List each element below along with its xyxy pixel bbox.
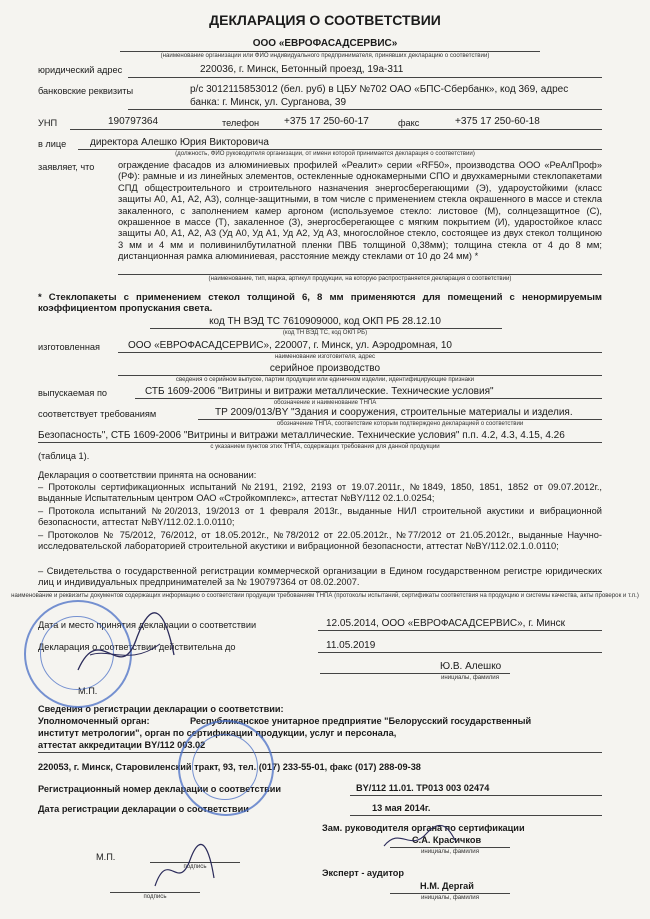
expert-title: Эксперт - аудитор (322, 868, 405, 878)
acceptance-value: 12.05.2014, ООО «ЕВРОФАСАДСЕРВИС», г. Минск (326, 618, 566, 629)
authority-address: 220053, г. Минск, Старовиленский тракт, 93, тел. (017) 233-55-01, факс (017) 288-09-38 (38, 762, 421, 772)
caption: инициалы, фамилия (420, 894, 480, 901)
authority-line2: институт метрологии", орган по сертификации продукции, услуг и персонала, (38, 728, 397, 738)
field-label: соответствует требованиям (38, 409, 157, 419)
stamp-label: М.П. (78, 686, 98, 696)
requirements-line1: ТР 2009/013/BY "Здания и сооружения, строительные материалы и изделия. (215, 407, 573, 418)
caption: инициалы, фамилия (440, 674, 500, 681)
production-type: серийное производство (269, 363, 381, 374)
authority-line1: Республиканское унитарное предприятие "Белорусский государственный (190, 716, 532, 726)
field-label: факс (398, 118, 420, 128)
caption: обозначение и наименование ТНПА (273, 399, 377, 406)
divider (318, 630, 602, 631)
statement-text: ограждение фасадов из алюминиевых профилей «Реалит» серии «RF50», производства ООО «РеАлПроф» (РФ): рамные и из линейных элементов, остекленные однокамерными СПО и двухкамерными стеклопакетами СПД общестроительного и строительного назначения энергосберегающими (Э), удароустойкими (класс защиты А0, А1, А2, А3), солнце-защитными, в том числе с применением стекла окрашенного в массе и стекла закаленного, с заполнением камер аргоном (используемое стекло: листовое (М), солнцезащитное (С), окрашенное в массе (Т), закаленное (З), энергосберегающее с мягким покрытием (И), ударостойкое класс защиты А0, А1, А2, А3 (Уд А0, Уд А1, Уд А2, Уд А3, многослойное стекло, состоящее из двух стекол толщиною 3 мм и 4 мм и поливинилбутилатной пленки ПВБ толщиной 0,38мм); толщина стекла от 4 до 8 мм; дистанционная рамка алюминиевая, расстояние между стеклами от 10 до 24 мм) * (118, 160, 602, 262)
basis-item-4: – Свидетельства о государственной регистрации коммерческой организации в Едином государственном регистре юридических лиц и индивидуальных предпринимателей за № 190797364 от 08.02.2007. (38, 566, 602, 588)
unp-value: 190797364 (108, 116, 159, 127)
person-value: директора Алешко Юрия Викторовича (90, 137, 269, 148)
field-label: Регистрационный номер декларации о соответствии (38, 784, 282, 794)
caption: инициалы, фамилия (420, 848, 480, 855)
requirements-line2: Безопасность", СТБ 1609-2006 "Витрины и витражи металлические. Технические условия" п.п. 4.2, 4.3, 4.15, 4.26 (38, 430, 565, 441)
divider (128, 77, 602, 78)
basis-item-3: – Протоколов № 75/2012, 76/2012, от 18.05.2012г., №78/2012 от 22.05.2012г., №77/2012 от 21.05.2012г., выданные Научно-исследовательской лабораторией строительной акустики и вибрационной безопасности, аттестат №BY/112.02.1.0.0110; (38, 530, 602, 552)
divider (350, 815, 602, 816)
field-label: Дата и место принятия декларации о соответствии (38, 620, 257, 630)
divider (70, 129, 602, 130)
bank-details-line1: р/с 3012115853012 (бел. руб) в ЦБУ №702 ОАО «БПС-Сбербанк», код 369, адрес (190, 84, 569, 95)
divider (350, 795, 602, 796)
field-label: телефон (222, 118, 260, 128)
field-label: Дата регистрации декларации о соответствии (38, 804, 249, 814)
field-label: в лице (38, 139, 67, 149)
caption: подпись (143, 893, 167, 900)
valid-until-value: 11.05.2019 (326, 640, 376, 651)
signature-icon (70, 600, 180, 690)
basis-item-2: – Протокола испытаний №20/2013, 19/2013 от 1 февраля 2013г., выданные НИЛ строительной акустики и вибрационной безопасности, аттестат №BY/112.02.1.0.0110; (38, 506, 602, 528)
caption: наименование и реквизиты документов содержащих информацию о соответствии продукции требованиям ТНПА (протоколы испытаний, сертификаты соответствия на продукцию и системы качества, акты проверок и т.п.) (11, 592, 639, 599)
signatory-name: Ю.В. Алешко (440, 661, 502, 672)
phone-value: +375 17 250-60-17 (284, 116, 369, 127)
field-label: заявляет, что (38, 162, 95, 172)
caption: подпись (183, 863, 207, 870)
caption: (должность, ФИО руководителя организации, от имени которой принимается декларация о соответствии) (175, 150, 475, 157)
authority-label: Уполномоченный орган: (38, 716, 150, 726)
field-label: Декларация о соответствии действительна до (38, 642, 236, 652)
field-label: юридический адрес (38, 65, 123, 75)
field-label: изготовленная (38, 342, 100, 352)
caption: (наименование, тип, марка, артикул продукции, на которую распространяется декларация о соответствии) (208, 275, 512, 282)
released-value: СТБ 1609-2006 "Витрины и витражи металлические. Технические условия" (145, 386, 494, 397)
caption: (наименование организации или ФИО индивидуального предпринимателя, принявших декларацию о соответствии) (160, 52, 490, 59)
expert-name: Н.М. Дергай (420, 881, 474, 891)
bank-details-line2: банка: г. Минск, ул. Сурганова, 39 (190, 97, 347, 108)
registration-number: BY/112 11.01. ТР013 003 02474 (356, 783, 490, 793)
legal-address: 220036, г. Минск, Бетонный проезд, 19а-311 (200, 64, 404, 75)
authority-seal (178, 720, 274, 816)
glass-note: * Стеклопакеты с применением стекол толщиной 6, 8 мм применяются для помещений с ненормируемым коэффициентом пропускания света. (38, 292, 602, 315)
caption: (код ТН ВЭД ТС, код ОКП РБ) (282, 329, 368, 336)
caption: обозначение ТНПА, соответствие которым подтверждено декларацией о соответствии (276, 420, 524, 427)
registration-heading: Сведения о регистрации декларации о соответствии: (38, 704, 284, 714)
field-label: выпускаемая по (38, 388, 108, 398)
caption: с указанием пунктов этих ТНПА, содержащих требования для данной продукции (210, 443, 440, 450)
registration-date: 13 мая 2014г. (372, 803, 431, 813)
signature-icon (150, 838, 220, 898)
deputy-name: С.А. Красичков (412, 835, 482, 845)
stamp-label: М.П. (96, 852, 116, 862)
product-codes: код ТН ВЭД ТС 7610909000, код ОКП РБ 28.12.10 (209, 316, 441, 327)
divider (38, 752, 602, 753)
signature-icon (380, 822, 460, 854)
divider (128, 109, 602, 110)
caption: сведения о серийном выпуске, партии продукции или единичном изделии, идентифицирующие признаки (175, 376, 475, 383)
accreditation: аттестат аккредитации BY/112 003.02 (38, 740, 206, 750)
field-label: УНП (38, 118, 58, 128)
table-ref: (таблица 1). (38, 451, 90, 461)
fax-value: +375 17 250-60-18 (455, 116, 540, 127)
divider (318, 652, 602, 653)
basis-item-1: – Протоколы сертификационных испытаний №2191, 2192, 2193 от 19.07.2011г., №1849, 1850, 1851, 1852 от 09.07.2012г., выданные Испытательным центром ОАО «Стройкомплекс», аттестат №BY/112 02.1.0.0254; (38, 482, 602, 504)
basis-heading: Декларация о соответствии принята на основании: (38, 470, 257, 480)
field-label: банковские реквизиты (38, 86, 134, 96)
deputy-title: Зам. руководителя органа по сертификации (322, 823, 525, 833)
company-name: ООО «ЕВРОФАСАДСЕРВИС» (252, 38, 398, 49)
caption: наименование изготовителя, адрес (274, 353, 376, 360)
manufacturer-value: ООО «ЕВРОФАСАДСЕРВИС», 220007, г. Минск, ул. Аэродромная, 10 (128, 340, 452, 351)
document-title: ДЕКЛАРАЦИЯ О СООТВЕТСТВИИ (209, 12, 441, 28)
